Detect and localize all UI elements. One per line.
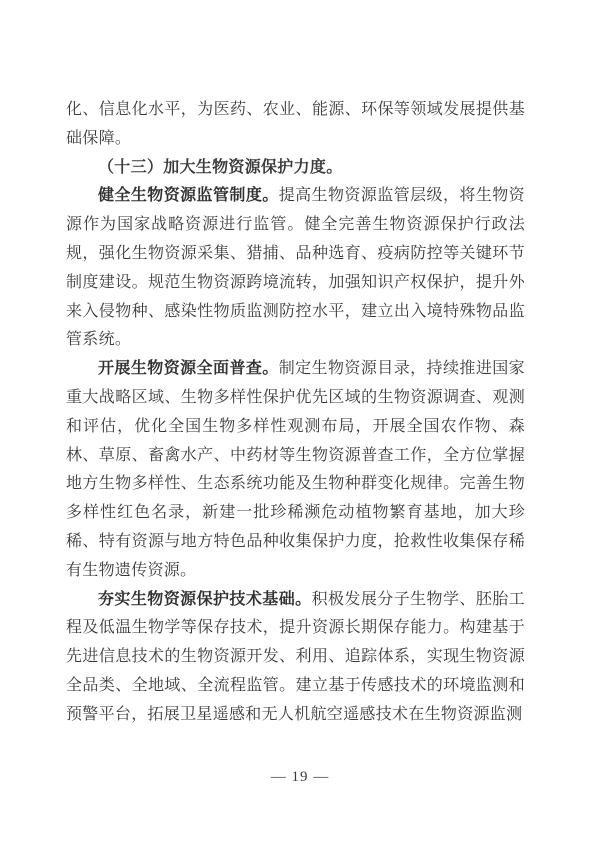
paragraph-technology-text: 积极发展分子生物学、胚胎工程及低温生物学等保存技术，提升资源长期保存能力。构建基于先进信息技术的生物资源开发、利用、追踪体系，实现生物资源全品类、全地域、全流程监管。建立基于传感技术的环境监测和预警平台，拓展卫星遥感和无人机航空遥感技术在生物资源监测 <box>66 590 525 723</box>
text-block <box>66 96 525 730</box>
paragraph-census-text: 制定生物资源目录，持续推进国家重大战略区域、生物多样性保护优先区域的生物资源调查、观测和评估，优化全国生物多样性观测布局，开展全国农作物、森林、草原、畜禽水产、中药材等生物资源普查工作，全方位掌握地方生物多样性、生态系统功能及生物种群变化规律。完善生物多样性红色名录，新建一批珍稀濒危动植物繁育基地，加大珍稀、特有资源与地方特色品种收集保护力度，抢救性收集保存稀有生物遗传资源。 <box>66 360 525 579</box>
paragraph-technology <box>66 586 525 730</box>
page-number: — 19 — <box>270 769 330 785</box>
page-footer <box>0 768 600 786</box>
paragraph-supervision-lead: 健全生物资源监管制度。 <box>98 187 279 205</box>
paragraph-supervision <box>66 182 525 355</box>
paragraph-continuation: 化、信息化水平，为医药、农业、能源、环保等领域发展提供基础保障。 <box>66 101 525 147</box>
paragraph-supervision-text: 提高生物资源监管层级，将生物资源作为国家战略资源进行监管。健全完善生物资源保护行政法规，强化生物资源采集、猎捕、品种选育、疫病防控等关键环节制度建设。规范生物资源跨境流转，加强知识产权保护，提升外来入侵物种、感染性物质监测防控水平，建立出入境特殊物品监管系统。 <box>66 187 525 349</box>
paragraph-census <box>66 355 525 585</box>
section-heading: （十三）加大生物资源保护力度。 <box>98 158 343 176</box>
paragraph-technology-lead: 夯实生物资源保护技术基础。 <box>98 590 312 608</box>
paragraph-census-lead: 开展生物资源全面普查。 <box>98 360 279 378</box>
